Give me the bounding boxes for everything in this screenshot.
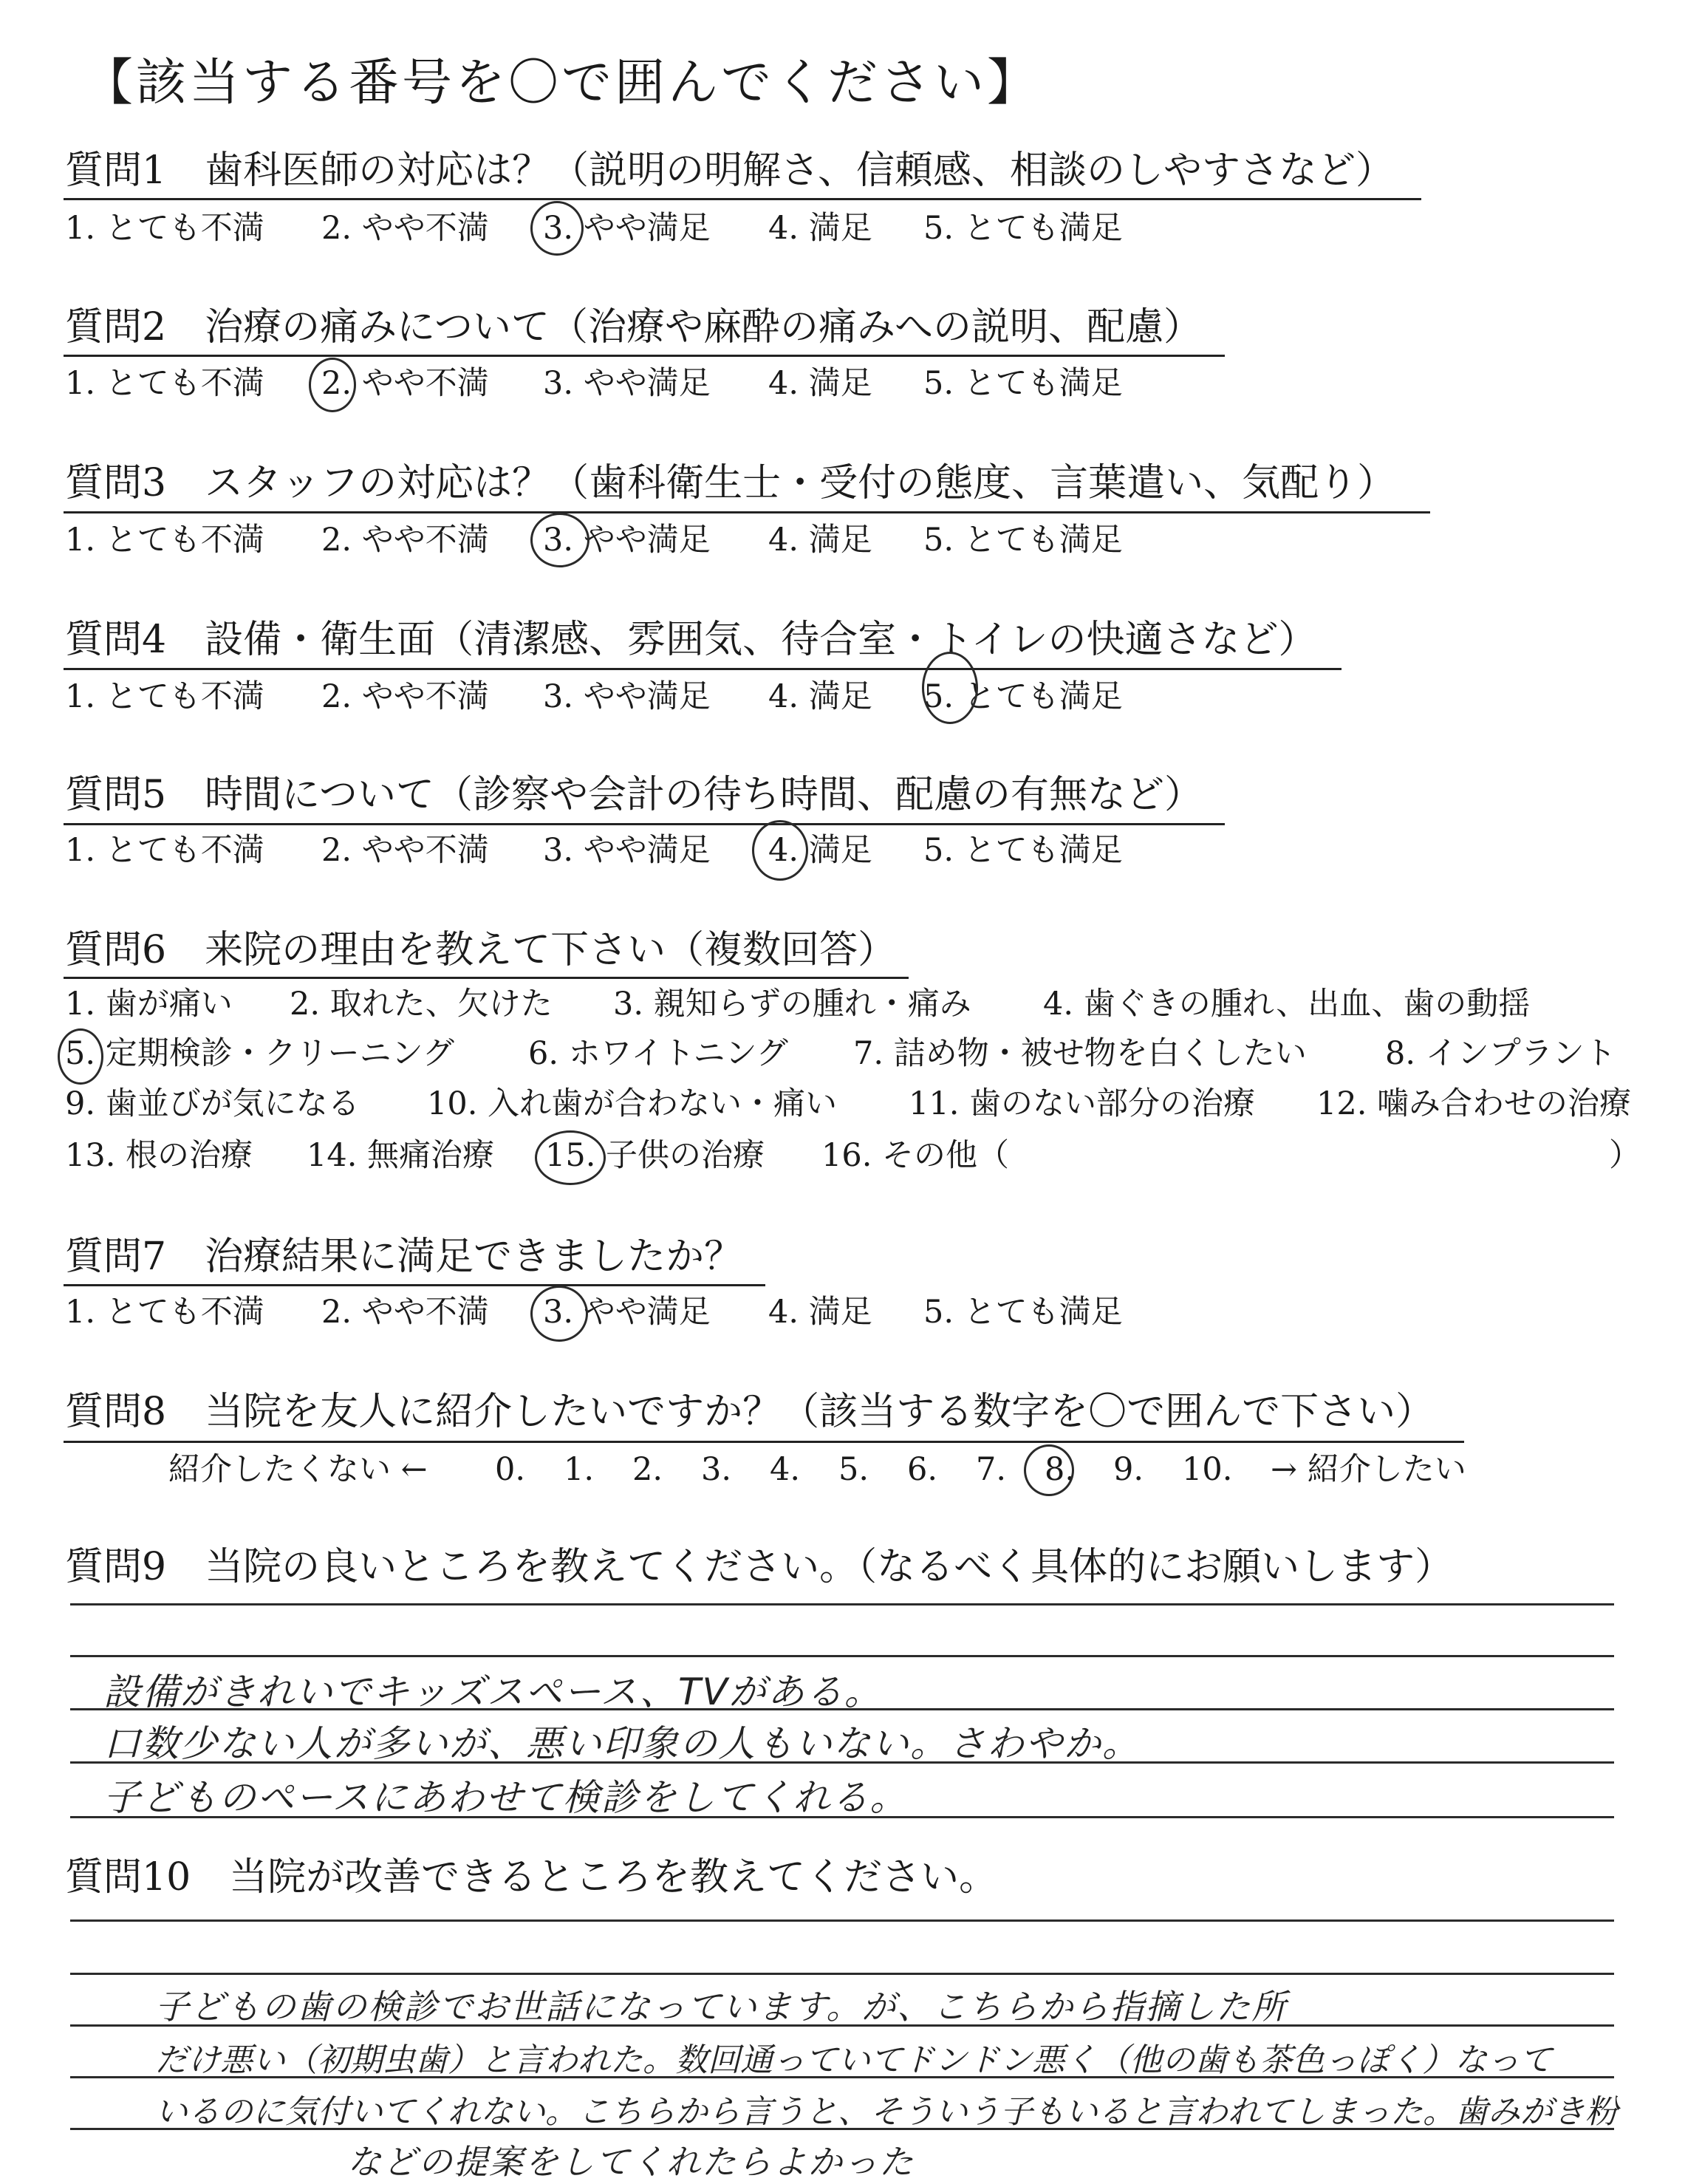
q7-title: 質問7 治療結果に満足できましたか？ [65, 1235, 743, 1279]
q2-option-1[interactable]: 1. とても不満 [65, 365, 264, 402]
q6-title: 質問6 来院の理由を教えて下さい（複数回答） [65, 928, 897, 972]
q5-option-2[interactable]: 2. やや不満 [321, 832, 489, 869]
q10-answer-line-text-3: いるのに気付いてくれない。こちらから言うと、そういう子もいると言われてしまった。歯みがき粉 [155, 2093, 1618, 2131]
q4-option-5[interactable]: 5. とても満足 [923, 678, 1123, 715]
q3-title: 質問3 スタッフの対応は？（歯科衛生士・受付の態度、言葉遣い、気配り） [65, 461, 1396, 505]
q1-option-2[interactable]: 2. やや不満 [321, 210, 489, 247]
q5-option-4[interactable]: 4. 満足 [768, 832, 872, 869]
q6-option-3[interactable]: 3. 親知らずの腫れ・痛み [613, 986, 971, 1023]
q8-scale-2[interactable]: 2. [632, 1451, 663, 1488]
q2-underline [64, 355, 1225, 357]
q5-option-3[interactable]: 3. やや満足 [543, 832, 711, 869]
q6-option-15[interactable]: 15. 子供の治療 [545, 1137, 765, 1174]
page-title: 【該当する番号を〇で囲んでください】 [83, 54, 1041, 112]
q3-selection-circle [530, 513, 589, 567]
q5-underline [64, 823, 1225, 825]
q6-option-14[interactable]: 14. 無痛治療 [307, 1137, 495, 1174]
q6-option-13[interactable]: 13. 根の治療 [65, 1137, 253, 1174]
q6-option-10[interactable]: 10. 入れ歯が合わない・痛い [427, 1085, 838, 1122]
q2-option-2[interactable]: 2. やや不満 [321, 365, 489, 402]
q4-option-2[interactable]: 2. やや不満 [321, 678, 489, 715]
q7-option-4[interactable]: 4. 満足 [768, 1294, 872, 1331]
q8-scale-10[interactable]: 10. [1182, 1451, 1233, 1488]
q5-option-1[interactable]: 1. とても不満 [65, 832, 264, 869]
q3-underline [64, 511, 1430, 513]
q8-scale-0[interactable]: 0. [495, 1451, 526, 1488]
q3-option-5[interactable]: 5. とても満足 [923, 522, 1123, 559]
q8-scale-5[interactable]: 5. [838, 1451, 869, 1488]
q6-option-12[interactable]: 12. 噛み合わせの治療 [1316, 1085, 1632, 1122]
q1-option-3[interactable]: 3. やや満足 [543, 210, 711, 247]
q7-underline [64, 1284, 765, 1286]
q8-left-label: 紹介したくない ← [168, 1451, 428, 1488]
q7-option-2[interactable]: 2. やや不満 [321, 1294, 489, 1331]
q6-option-4[interactable]: 4. 歯ぐきの腫れ、出血、歯の動揺 [1043, 986, 1531, 1023]
q5-selection-circle [752, 820, 808, 881]
q6-option-5[interactable]: 5. 定期検診・クリーニング [65, 1035, 454, 1072]
q6-selection-circle-15 [535, 1130, 606, 1185]
q1-title: 質問1 歯科医師の対応は？（説明の明解さ、信頼感、相談のしやすさなど） [65, 149, 1395, 193]
q7-option-1[interactable]: 1. とても不満 [65, 1294, 264, 1331]
q8-selection-circle [1024, 1444, 1074, 1496]
q9-answer-line-text-3: 子どものペースにあわせて検診をしてくれる。 [103, 1776, 909, 1819]
q8-scale-6[interactable]: 6. [907, 1451, 938, 1488]
q9-answer-line-text-1: 設備がきれいでキッズスペース、TVがある。 [103, 1671, 883, 1713]
q7-selection-circle [530, 1286, 588, 1342]
q8-scale-9[interactable]: 9. [1113, 1451, 1144, 1488]
q9-answer-line-1 [70, 1603, 1614, 1605]
q5-title: 質問5 時間について（診察や会計の待ち時間、配慮の有無など） [65, 773, 1203, 817]
q8-scale-7[interactable]: 7. [976, 1451, 1007, 1488]
q9-answer-line-text-2: 口数少ない人が多いが、悪い印象の人もいない。さわやか。 [103, 1722, 1141, 1765]
q4-option-3[interactable]: 3. やや満足 [543, 678, 711, 715]
q1-option-4[interactable]: 4. 満足 [768, 210, 872, 247]
q4-underline [64, 668, 1342, 670]
q6-option-11[interactable]: 11. 歯のない部分の治療 [909, 1085, 1256, 1122]
q6-option-9[interactable]: 9. 歯並びが気になる [65, 1085, 360, 1122]
q10-answer-line-text-4: などの提案をしてくれたらよかった [347, 2142, 915, 2182]
q8-right-label: → 紹介したい [1271, 1451, 1466, 1488]
q5-option-5[interactable]: 5. とても満足 [923, 832, 1123, 869]
q6-option-8[interactable]: 8. インプラント [1385, 1035, 1616, 1072]
q8-underline [64, 1441, 1464, 1443]
q2-title: 質問2 治療の痛みについて（治療や麻酔の痛みへの説明、配慮） [65, 305, 1203, 349]
q7-option-3[interactable]: 3. やや満足 [543, 1294, 711, 1331]
q4-option-1[interactable]: 1. とても不満 [65, 678, 264, 715]
q2-option-5[interactable]: 5. とても満足 [923, 365, 1123, 402]
q6-option-7[interactable]: 7. 詰め物・被せ物を白くしたい [853, 1035, 1307, 1072]
q1-option-1[interactable]: 1. とても不満 [65, 210, 264, 247]
q10-title: 質問10 当院が改善できるところを教えてください。 [65, 1855, 998, 1900]
q4-option-4[interactable]: 4. 満足 [768, 678, 872, 715]
q10-answer-line-text-2: だけ悪い（初期虫歯）と言われた。数回通っていてドンドン悪く（他の歯も茶色っぽく）なって [155, 2041, 1553, 2079]
q8-scale-8[interactable]: 8. [1045, 1451, 1076, 1488]
q1-selection-circle [530, 201, 584, 256]
q6-option-6[interactable]: 6. ホワイトニング [528, 1035, 788, 1072]
q3-option-2[interactable]: 2. やや不満 [321, 522, 489, 559]
q2-option-3[interactable]: 3. やや満足 [543, 365, 711, 402]
q6-underline [64, 977, 909, 979]
q7-option-5[interactable]: 5. とても満足 [923, 1294, 1123, 1331]
q6-option-1[interactable]: 1. 歯が痛い [65, 986, 233, 1023]
q6-other-close-paren: ） [1609, 1137, 1641, 1174]
q2-option-4[interactable]: 4. 満足 [768, 365, 872, 402]
q10-answer-line-1 [70, 1919, 1614, 1922]
q1-underline [64, 198, 1421, 200]
q1-option-5[interactable]: 5. とても満足 [923, 210, 1123, 247]
q8-scale-1[interactable]: 1. [564, 1451, 595, 1488]
q8-scale-3[interactable]: 3. [701, 1451, 732, 1488]
q3-option-3[interactable]: 3. やや満足 [543, 522, 711, 559]
q6-option-2[interactable]: 2. 取れた、欠けた [290, 986, 553, 1023]
q8-title: 質問8 当院を友人に紹介したいですか？（該当する数字を〇で囲んで下さい） [65, 1390, 1435, 1434]
q9-answer-line-2 [70, 1655, 1614, 1657]
q4-selection-circle [922, 652, 978, 724]
q3-option-4[interactable]: 4. 満足 [768, 522, 872, 559]
q8-scale-4[interactable]: 4. [770, 1451, 801, 1488]
q4-title: 質問4 設備・衛生面（清潔感、雰囲気、待合室・トイレの快適さなど） [65, 618, 1317, 662]
q6-option-16[interactable]: 16. その他（ [821, 1137, 1010, 1174]
q9-title: 質問9 当院の良いところを教えてください。（なるべく具体的にお願いします） [65, 1545, 1454, 1589]
q3-option-1[interactable]: 1. とても不満 [65, 522, 264, 559]
q2-selection-circle [309, 358, 356, 412]
q10-answer-line-2 [70, 1973, 1614, 1975]
q6-selection-circle-5 [58, 1028, 103, 1085]
q10-answer-line-text-1: 子どもの歯の検診でお世話になっています。が、こちらから指摘した所 [155, 1987, 1288, 2027]
